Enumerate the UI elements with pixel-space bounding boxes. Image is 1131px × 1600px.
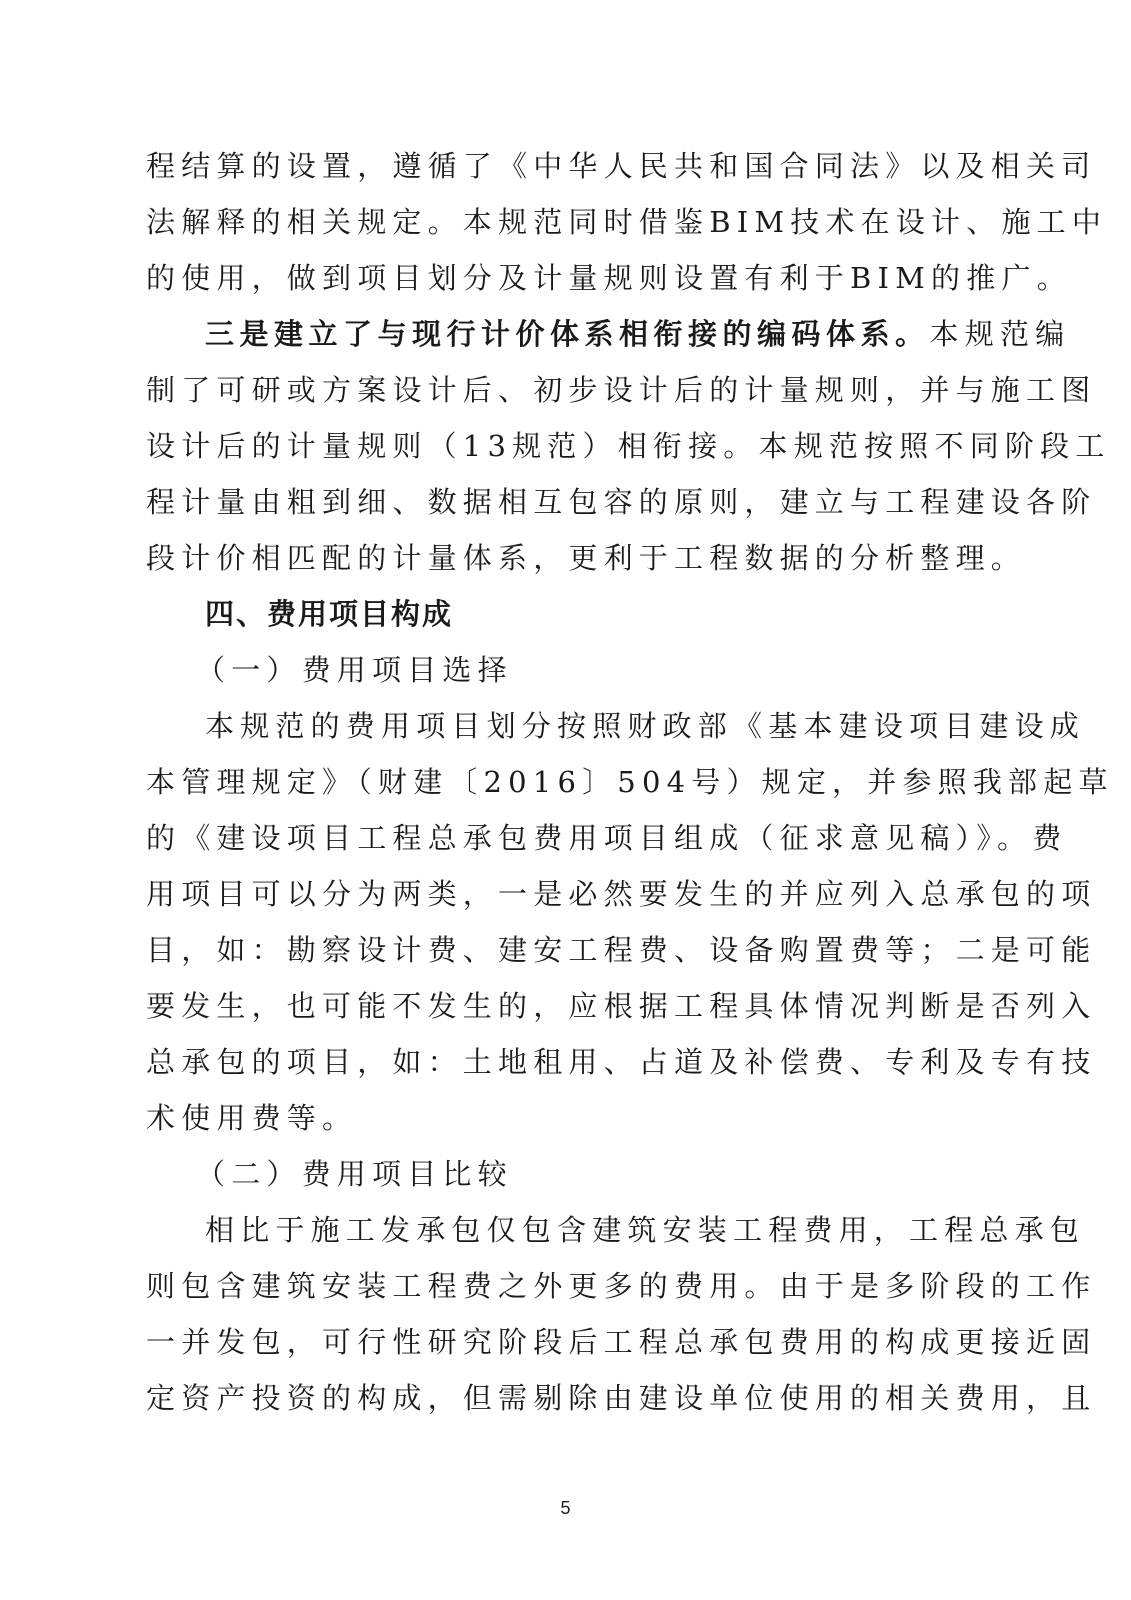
paragraph-line: 本管理规定》（财建〔2016〕504号）规定，并参照我部起草: [146, 765, 1114, 799]
paragraph-line: 则包含建筑安装工程费之外更多的费用。由于是多阶段的工作: [146, 1269, 1097, 1303]
paragraph-line: 本规范的费用项目划分按照财政部《基本建设项目建设成: [205, 709, 1086, 743]
paragraph-line: 的《建设项目工程总承包费用项目组成（征求意见稿）》。费: [146, 821, 1068, 855]
subsection-heading: （二）费用项目比较: [196, 1157, 513, 1191]
paragraph-line: 程结算的设置，遵循了《中华人民共和国合同法》以及相关司: [146, 149, 1097, 183]
paragraph-line: 总承包的项目，如：土地租用、占道及补偿费、专利及专有技: [146, 1045, 1097, 1079]
paragraph-line: 相比于施工发承包仅包含建筑安装工程费用，工程总承包: [205, 1213, 1086, 1247]
paragraph-text: 本规范编: [929, 317, 1071, 351]
bold-lead-text: 三是建立了与现行计价体系相衔接的编码体系。: [205, 317, 930, 351]
paragraph-line: 的使用，做到项目划分及计量规则设置有利于BIM的推广。: [146, 261, 1072, 295]
paragraph-line: 用项目可以分为两类，一是必然要发生的并应列入总承包的项: [146, 877, 1097, 911]
subsection-heading: （一）费用项目选择: [196, 653, 513, 687]
section-heading: 四、费用项目构成: [205, 597, 454, 631]
paragraph-line: 程计量由粗到细、数据相互包容的原则，建立与工程建设各阶: [146, 485, 1097, 519]
paragraph-line: 制了可研或方案设计后、初步设计后的计量规则，并与施工图: [146, 373, 1097, 407]
page-number: 5: [560, 1498, 571, 1518]
paragraph-line: 术使用费等。: [146, 1101, 358, 1135]
paragraph-line: 法解释的相关规定。本规范同时借鉴BIM技术在设计、施工中: [146, 205, 1108, 239]
paragraph-line: 设计后的计量规则（13规范）相衔接。本规范按照不同阶段工: [146, 429, 1111, 463]
paragraph-line: 一并发包，可行性研究阶段后工程总承包费用的构成更接近固: [146, 1325, 1097, 1359]
paragraph-line: [205, 314, 1071, 354]
paragraph-line: 定资产投资的构成，但需剔除由建设单位使用的相关费用，且: [146, 1381, 1097, 1415]
paragraph-line: 目，如：勘察设计费、建安工程费、设备购置费等；二是可能: [146, 933, 1097, 967]
paragraph-line: 段计价相匹配的计量体系，更利于工程数据的分析整理。: [146, 541, 1027, 575]
paragraph-line: 要发生，也可能不发生的，应根据工程具体情况判断是否列入: [146, 989, 1097, 1023]
